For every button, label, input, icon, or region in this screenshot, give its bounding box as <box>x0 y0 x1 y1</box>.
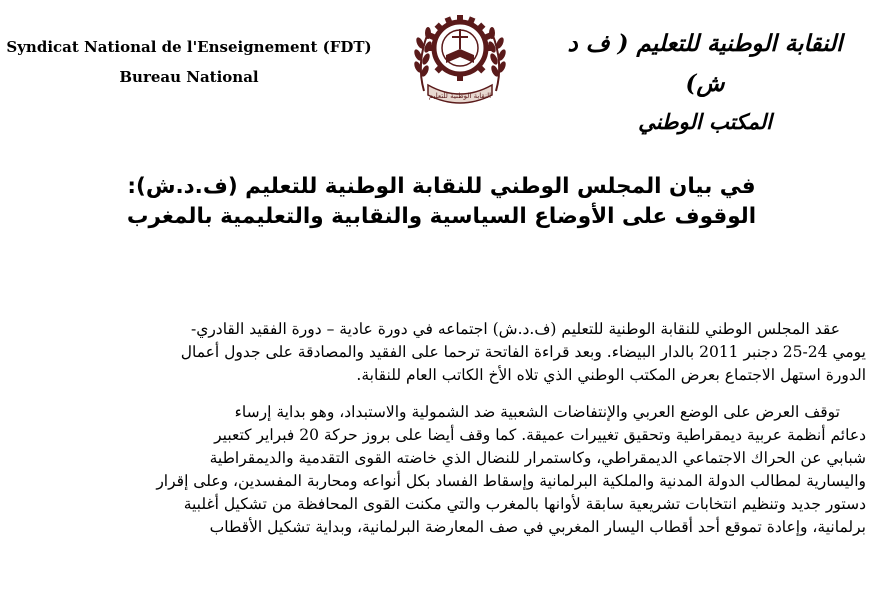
french-bureau-name: Bureau National <box>119 68 259 86</box>
paragraph-line: واليسارية لمطالب الدولة المدنية والملكية البرلمانية وإسقاط الفساد بكل أنواعه ومحاربة المفسدين، وعلى إقرار <box>156 472 866 490</box>
statement-body <box>40 318 866 539</box>
title-line-2: الوقوف على الأوضاع السياسية والنقابية والتعليمية بالمغرب <box>126 204 757 229</box>
paragraph-1 <box>40 318 866 387</box>
arabic-union-name: النقابة الوطنية للتعليم ( ف د ش) <box>567 30 843 97</box>
paragraph-line: شبابي عن الحراك الاجتماعي الديمقراطي، وكاستمرار للنضال الذي خاضته القوى التقدمية والديمقراطية <box>209 449 866 467</box>
paragraph-line: يومي 24-25 دجنبر 2011 بالدار البيضاء. وبعد قراءة الفاتحة ترحما على الفقيد والمصادقة على جدول أعمال <box>180 343 866 361</box>
union-logo <box>406 13 514 111</box>
paragraph-line: توقف العرض على الوضع العربي والإنتفاضات الشعبية ضد الشمولية والاستبداد، وهو بداية إرساء <box>234 403 840 421</box>
logo-ribbon-text: النقابة الوطنية للتعليم <box>428 92 492 100</box>
french-header <box>0 32 378 92</box>
paragraph-line: دستور جديد وتنظيم انتخابات تشريعية سابقة لأوانها بالمغرب والتي مكنت القوى المحافظة من تشكيل أغلبية <box>183 495 866 513</box>
paragraph-line: الدورة استهل الاجتماع بعرض المكتب الوطني الذي تلاه الأخ الكاتب العام للنقابة. <box>356 366 866 384</box>
paragraph-line: برلمانية، وإعادة تموقع أحد أقطاب اليسار المغربي في صف المعارضة البرلمانية، وبداية تشكيل الأقطاب <box>209 518 866 536</box>
arabic-header <box>545 24 865 140</box>
paragraph-line: عقد المجلس الوطني للنقابة الوطنية للتعليم (ف.د.ش) اجتماعه في دورة عادية – دورة الفقيد القادري- <box>190 320 840 338</box>
arabic-bureau-name: المكتب الوطني <box>638 109 772 134</box>
title-line-1: في بيان المجلس الوطني للنقابة الوطنية للتعليم (ف.د.ش): <box>127 174 756 199</box>
french-union-name: Syndicat National de l'Enseignement (FDT) <box>6 38 372 56</box>
statement-title <box>40 172 843 232</box>
paragraph-2 <box>40 401 866 539</box>
paragraph-line: دعائم أنظمة عربية ديمقراطية وتحقيق تغييرات عميقة. كما وقف أيضا على بروز حركة 20 فبراير كتعبير <box>214 426 866 444</box>
